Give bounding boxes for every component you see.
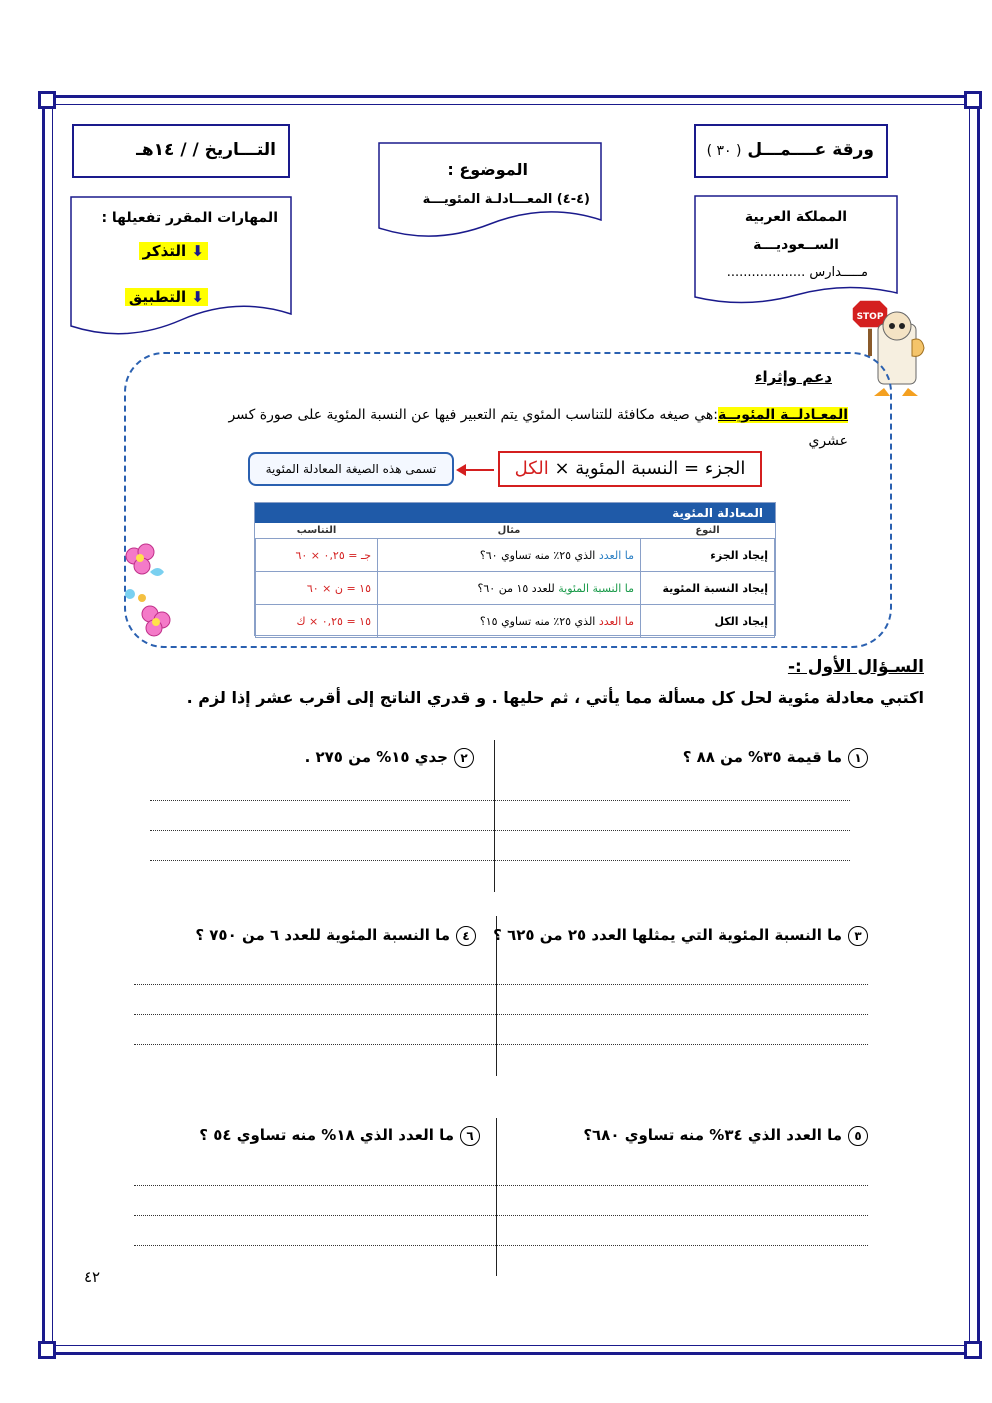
question-text: ما العدد الذي ٣٤% منه تساوي ٦٨٠؟: [583, 1126, 842, 1144]
question-number: ٤: [456, 926, 476, 946]
worksheet-label: ورقة عــــمـــل: [747, 140, 874, 160]
question-text: ما النسبة المئوية التي يمثلها العدد ٢٥ من ٦٢٥ ؟: [493, 926, 842, 944]
skill-apply: التطبيق: [128, 288, 187, 306]
worksheet-number: ( ٣٠ ): [706, 143, 742, 159]
frame-corner: [964, 1341, 982, 1359]
stop-sign-text: STOP: [856, 312, 884, 322]
skill-remember: التذكر: [142, 242, 187, 260]
question-item: [683, 748, 868, 768]
school-line: مـــــدارس ...................: [726, 265, 868, 280]
arrow-down-icon: ⬇: [191, 242, 204, 260]
question-text: جدي ١٥% من ٢٧٥ .: [304, 748, 448, 766]
formula-label: تسمى هذه الصيغة المعادلة المئوية: [248, 452, 454, 486]
page-number: ٤٢: [84, 1268, 101, 1286]
answer-line[interactable]: [134, 1245, 868, 1246]
enrichment-title: دعم وإثراء: [754, 368, 832, 386]
percent-equation-table: [254, 502, 776, 636]
question-item: [199, 1126, 480, 1146]
question-text: ما قيمة ٣٥% من ٨٨ ؟: [682, 748, 842, 766]
formula-box: [498, 451, 762, 487]
skills-box: [70, 196, 292, 344]
skills-title: المهارات المقرر تفعيلها :: [101, 210, 278, 226]
row-type: إيجاد الكل: [641, 605, 775, 638]
table-row: [256, 539, 775, 572]
date-box: [72, 124, 290, 178]
question-number: ٣: [848, 926, 868, 946]
question-item: [493, 926, 868, 946]
row-example: الذي ٢٥٪ منه تساوي ٦٠؟: [479, 548, 599, 562]
row-example: للعدد ١٥ من ٦٠؟: [477, 581, 559, 595]
topic-title: الموضوع :: [447, 160, 528, 179]
question-item: [195, 926, 476, 946]
formula-prefix: الجزء = النسبة المئوية ×: [548, 458, 746, 479]
answer-line[interactable]: [150, 800, 850, 801]
question-number: ١: [848, 748, 868, 768]
row-example-highlight: ما العدد: [598, 614, 634, 628]
answer-line[interactable]: [134, 984, 868, 985]
topic-box: [378, 142, 602, 244]
definition-term: المعـادلــة المئويــة: [717, 407, 848, 423]
table-header-proportion: التناسب: [256, 523, 378, 539]
kingdom-line2: الســعوديـــة: [753, 237, 839, 253]
arrow-left-icon: [456, 462, 496, 476]
row-proportion: جـ = ٠,٢٥ × ٦٠: [256, 539, 378, 572]
answer-line[interactable]: [134, 1014, 868, 1015]
question-item: [305, 748, 474, 768]
answer-line[interactable]: [150, 830, 850, 831]
question-number: ٥: [848, 1126, 868, 1146]
question-instruction: اكتبي معادلة مئوية لحل كل مسألة مما يأتي ، ثم حليها . و قدري الناتج إلى أقرب عشر إذا لزم .: [186, 688, 924, 707]
question-item: [583, 1126, 868, 1146]
answer-line[interactable]: [150, 860, 850, 861]
answer-line[interactable]: [134, 1185, 868, 1186]
row-example-highlight: ما العدد: [598, 548, 634, 562]
definition-body: :هي صيغه مكافئة للتناسب المئوي يتم التعبير فيها عن النسبة المئوية على صورة كسر عشري: [228, 407, 848, 449]
table-header-example: مثال: [378, 523, 641, 539]
flower-decoration: [120, 542, 176, 642]
question-text: ما النسبة المئوية للعدد ٦ من ٧٥٠ ؟: [195, 926, 450, 944]
table-title: المعادلة المئوية: [255, 503, 775, 523]
table-header-type: النوع: [641, 523, 775, 539]
row-type: إيجاد الجزء: [641, 539, 775, 572]
row-example: الذي ٢٥٪ منه تساوي ١٥؟: [479, 614, 599, 628]
definition-text: [188, 402, 848, 454]
kingdom-line1: المملكة العربية: [744, 209, 848, 225]
row-proportion: ١٥ = ن × ٦٠: [256, 572, 378, 605]
table-row: [256, 572, 775, 605]
question-text: ما العدد الذي ١٨% منه تساوي ٥٤ ؟: [199, 1126, 454, 1144]
arrow-down-icon: ⬇: [191, 288, 204, 306]
frame-corner: [38, 91, 56, 109]
row-type: إيجاد النسبة المئوية: [641, 572, 775, 605]
worksheet-box: [694, 124, 888, 178]
topic-name: (٤-٤) المعـــادلـة المئويـــة: [422, 192, 590, 207]
answer-line[interactable]: [134, 1044, 868, 1045]
column-divider: [494, 740, 495, 892]
formula-whole: الكل: [514, 458, 549, 479]
frame-corner: [38, 1341, 56, 1359]
question-number: ٦: [460, 1126, 480, 1146]
frame-corner: [964, 91, 982, 109]
row-example-highlight: ما النسبة المئوية: [558, 581, 634, 595]
question-number: ٢: [454, 748, 474, 768]
question-title: السـؤال الأول :-: [787, 657, 924, 677]
row-proportion: ١٥ = ٠,٢٥ × ك: [256, 605, 378, 638]
date-label: التـــاريخ / / ١٤هـ: [136, 140, 276, 160]
column-divider: [496, 1118, 497, 1276]
kingdom-box: [694, 195, 898, 307]
answer-line[interactable]: [134, 1215, 868, 1216]
table-row: [256, 605, 775, 638]
